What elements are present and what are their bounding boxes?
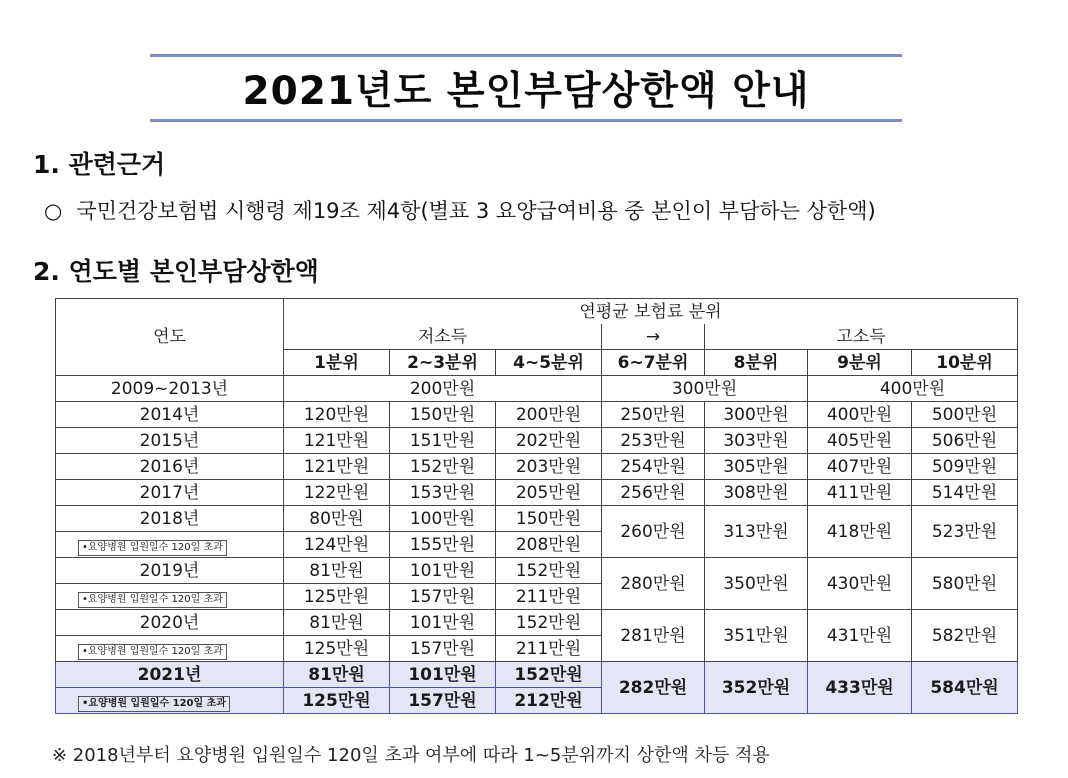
- limit-cell: 200만원: [496, 402, 602, 428]
- high-income-label: 고소득: [705, 324, 1018, 350]
- limit-cell: 81만원: [284, 662, 390, 688]
- limit-cell: 584만원: [912, 662, 1018, 714]
- footnote: ※ 2018년부터 요양병원 입원일수 120일 초과 여부에 따라 1~5분위까지 상한액 차등 적용: [52, 745, 770, 766]
- legal-basis-text: 국민건강보험법 시행령 제19조 제4항(별표 3 요양급여비용 중 본인이 부담하는 상한액): [76, 199, 876, 223]
- limit-cell: 125만원: [284, 584, 390, 610]
- limit-cell: 152만원: [496, 558, 602, 584]
- limit-cell: 431만원: [808, 610, 912, 662]
- limit-cell: 157만원: [390, 584, 496, 610]
- limit-cell: 122만원: [284, 480, 390, 506]
- limit-cell: 121만원: [284, 428, 390, 454]
- limit-cell: 405만원: [808, 428, 912, 454]
- section-1-heading: 1. 관련근거: [33, 150, 166, 179]
- year-cell: 2020년: [56, 610, 284, 636]
- year-cell: 2017년: [56, 480, 284, 506]
- limit-cell: 400만원: [808, 376, 1018, 402]
- limit-cell: 150만원: [390, 402, 496, 428]
- limit-cell: 418만원: [808, 506, 912, 558]
- table-row: [56, 506, 1018, 532]
- decile-header: 4~5분위: [496, 350, 602, 376]
- decile-header: 6~7분위: [602, 350, 705, 376]
- limit-cell: 101만원: [390, 558, 496, 584]
- copay-limit-table: [55, 298, 1018, 714]
- limit-cell: 101만원: [390, 662, 496, 688]
- nursing-hospital-note-cell: [56, 584, 284, 610]
- arrow-label: →: [602, 324, 705, 350]
- limit-cell: 125만원: [284, 636, 390, 662]
- limit-cell: 407만원: [808, 454, 912, 480]
- limit-cell: 514만원: [912, 480, 1018, 506]
- year-column-header: 연도: [56, 299, 284, 376]
- limit-cell: 203만원: [496, 454, 602, 480]
- limit-cell: 400만원: [808, 402, 912, 428]
- limit-cell: 157만원: [390, 636, 496, 662]
- year-cell: 2014년: [56, 402, 284, 428]
- limit-cell: 151만원: [390, 428, 496, 454]
- nursing-hospital-note-cell: [56, 688, 284, 714]
- limit-cell: 81만원: [284, 558, 390, 584]
- limit-cell: 120만원: [284, 402, 390, 428]
- year-cell: 2015년: [56, 428, 284, 454]
- limit-cell: 300만원: [705, 402, 808, 428]
- nursing-hospital-note: •요양병원 입원일수 120일 초과: [78, 644, 227, 660]
- limit-cell: 202만원: [496, 428, 602, 454]
- section-2-heading: 2. 연도별 본인부담상한액: [33, 257, 319, 286]
- limit-cell: 208만원: [496, 532, 602, 558]
- year-cell: 2021년: [56, 662, 284, 688]
- limit-cell: 350만원: [705, 558, 808, 610]
- limit-cell: 433만원: [808, 662, 912, 714]
- premium-decile-header: 연평균 보험료 분위: [284, 299, 1018, 325]
- limit-cell: 153만원: [390, 480, 496, 506]
- limit-cell: 500만원: [912, 402, 1018, 428]
- simple-rows: [56, 402, 1018, 506]
- limit-cell: 253만원: [602, 428, 705, 454]
- table-row: [56, 610, 1018, 636]
- split-rows: [56, 506, 1018, 714]
- low-income-label: 저소득: [284, 324, 602, 350]
- year-cell: 2009~2013년: [56, 376, 284, 402]
- decile-header: 9분위: [808, 350, 912, 376]
- limit-cell: 411만원: [808, 480, 912, 506]
- limit-cell: 155만원: [390, 532, 496, 558]
- limit-cell: 212만원: [496, 688, 602, 714]
- limit-cell: 305만원: [705, 454, 808, 480]
- limit-cell: 351만원: [705, 610, 808, 662]
- table-row: [56, 454, 1018, 480]
- limit-cell: 100만원: [390, 506, 496, 532]
- limit-cell: 150만원: [496, 506, 602, 532]
- decile-header: 2~3분위: [390, 350, 496, 376]
- limit-cell: 582만원: [912, 610, 1018, 662]
- limit-cell: 250만원: [602, 402, 705, 428]
- table-row: [56, 428, 1018, 454]
- limit-cell: 101만원: [390, 610, 496, 636]
- limit-cell: 80만원: [284, 506, 390, 532]
- limit-cell: 430만원: [808, 558, 912, 610]
- nursing-hospital-note: •요양병원 입원일수 120일 초과: [78, 592, 227, 608]
- legal-basis-line: [44, 195, 876, 225]
- limit-cell: 256만원: [602, 480, 705, 506]
- table-row: [56, 480, 1018, 506]
- limit-cell: 152만원: [496, 610, 602, 636]
- limit-cell: 125만원: [284, 688, 390, 714]
- limit-cell: 280만원: [602, 558, 705, 610]
- table-row: [56, 558, 1018, 584]
- nursing-hospital-note: •요양병원 입원일수 120일 초과: [78, 540, 227, 556]
- limit-cell: 303만원: [705, 428, 808, 454]
- limit-cell: 523만원: [912, 506, 1018, 558]
- year-cell: 2018년: [56, 506, 284, 532]
- nursing-hospital-note: •요양병원 입원일수 120일 초과: [78, 696, 230, 712]
- limit-cell: 124만원: [284, 532, 390, 558]
- page-title: 2021년도 본인부담상한액 안내: [242, 69, 810, 114]
- limit-cell: 200만원: [284, 376, 602, 402]
- limit-cell: 211만원: [496, 584, 602, 610]
- year-cell: 2019년: [56, 558, 284, 584]
- limit-cell: 281만원: [602, 610, 705, 662]
- limit-cell: 282만원: [602, 662, 705, 714]
- limit-cell: 254만원: [602, 454, 705, 480]
- table-row: [56, 662, 1018, 688]
- decile-header: 8분위: [705, 350, 808, 376]
- decile-header: 10분위: [912, 350, 1018, 376]
- limit-cell: 152만원: [496, 662, 602, 688]
- year-cell: 2016년: [56, 454, 284, 480]
- limit-cell: 509만원: [912, 454, 1018, 480]
- limit-cell: 157만원: [390, 688, 496, 714]
- limit-cell: 506만원: [912, 428, 1018, 454]
- nursing-hospital-note-cell: [56, 532, 284, 558]
- limit-cell: 352만원: [705, 662, 808, 714]
- limit-cell: 313만원: [705, 506, 808, 558]
- limit-cell: 81만원: [284, 610, 390, 636]
- nursing-hospital-note-cell: [56, 636, 284, 662]
- table-row: [56, 402, 1018, 428]
- title-box: [150, 54, 902, 122]
- limit-cell: 300만원: [602, 376, 808, 402]
- limit-cell: 580만원: [912, 558, 1018, 610]
- limit-cell: 308만원: [705, 480, 808, 506]
- decile-header: 1분위: [284, 350, 390, 376]
- limit-cell: 260만원: [602, 506, 705, 558]
- limit-cell: 205만원: [496, 480, 602, 506]
- limit-cell: 121만원: [284, 454, 390, 480]
- bullet-circle: ○: [44, 199, 63, 223]
- limit-cell: 152만원: [390, 454, 496, 480]
- limit-cell: 211만원: [496, 636, 602, 662]
